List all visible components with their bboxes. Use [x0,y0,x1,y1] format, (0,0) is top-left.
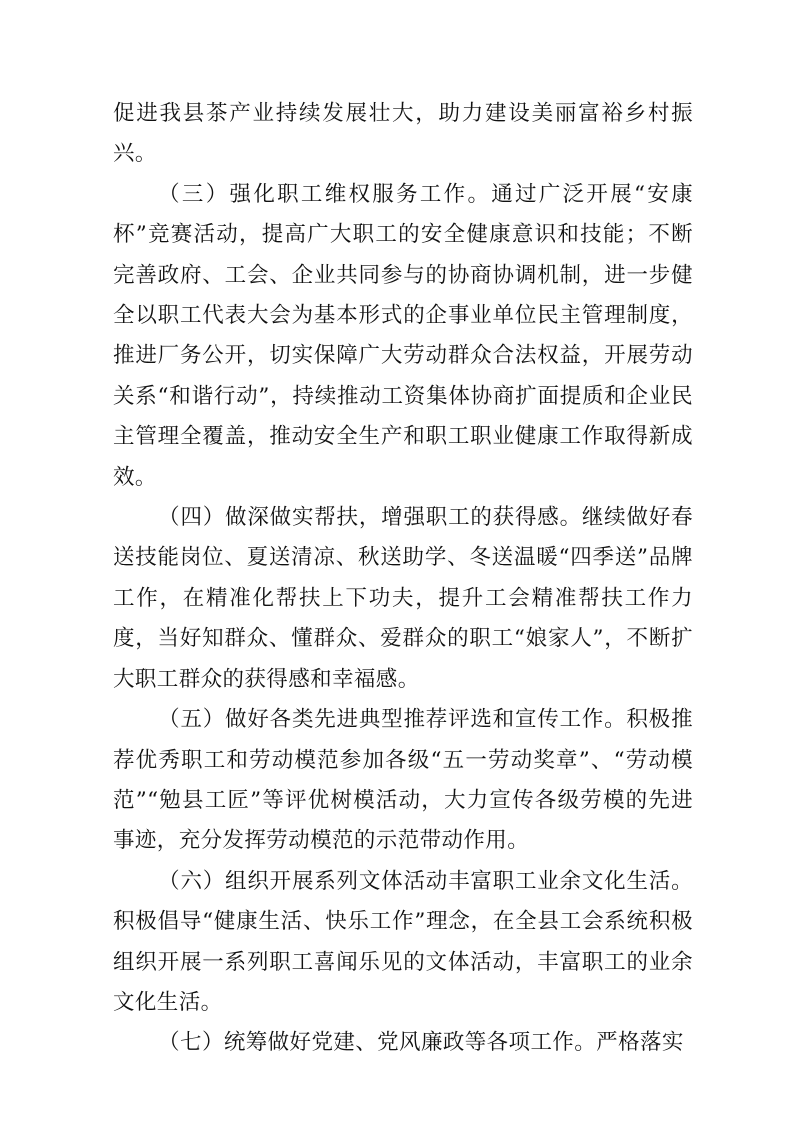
paragraph-continuation: 促进我县茶产业持续发展壮大，助力建设美丽富裕乡村振兴。 [113,101,693,167]
body-text [113,94,693,1064]
paragraph-section-3: （三）强化职工维权服务工作。通过广泛开展“安康杯”竞赛活动，提高广大职工的安全健康意识和技能；不断完善政府、工会、企业共同参与的协商协调机制，进一步健全以职工代表大会为基本形式的企事业单位民主管理制度，推进厂务公开，切实保障广大劳动群众合法权益，开展劳动关系“和谐行动”，持续推动工资集体协商扩面提质和企业民主管理全覆盖，推动安全生产和职工职业健康工作取得新成效。 [113,181,693,490]
paragraph-section-7: （七）统筹做好党建、党风廉政等各项工作。严格落实 [158,1030,684,1056]
paragraph-section-4: （四）做深做实帮扶，增强职工的获得感。继续做好春送技能岗位、夏送清凉、秋送助学、冬送温暖“四季送”品牌工作，在精准化帮扶上下功夫，提升工会精准帮扶工作力度，当好知群众、懂群众、爱群众的职工“娘家人”，不断扩大职工群众的获得感和幸福感。 [113,505,693,692]
paragraph-section-5: （五）做好各类先进典型推荐评选和宣传工作。积极推荐优秀职工和劳动模范参加各级“五一劳动奖章”、“劳动模范”“勉县工匠”等评优树模活动，大力宣传各级劳模的先进事迹，充分发挥劳动模范的示范带动作用。 [113,707,693,854]
paragraph-section-6: （六）组织开展系列文体活动丰富职工业余文化生活。积极倡导“健康生活、快乐工作”理念，在全县工会系统积极组织开展一系列职工喜闻乐见的文体活动，丰富职工的业余文化生活。 [113,868,693,1015]
